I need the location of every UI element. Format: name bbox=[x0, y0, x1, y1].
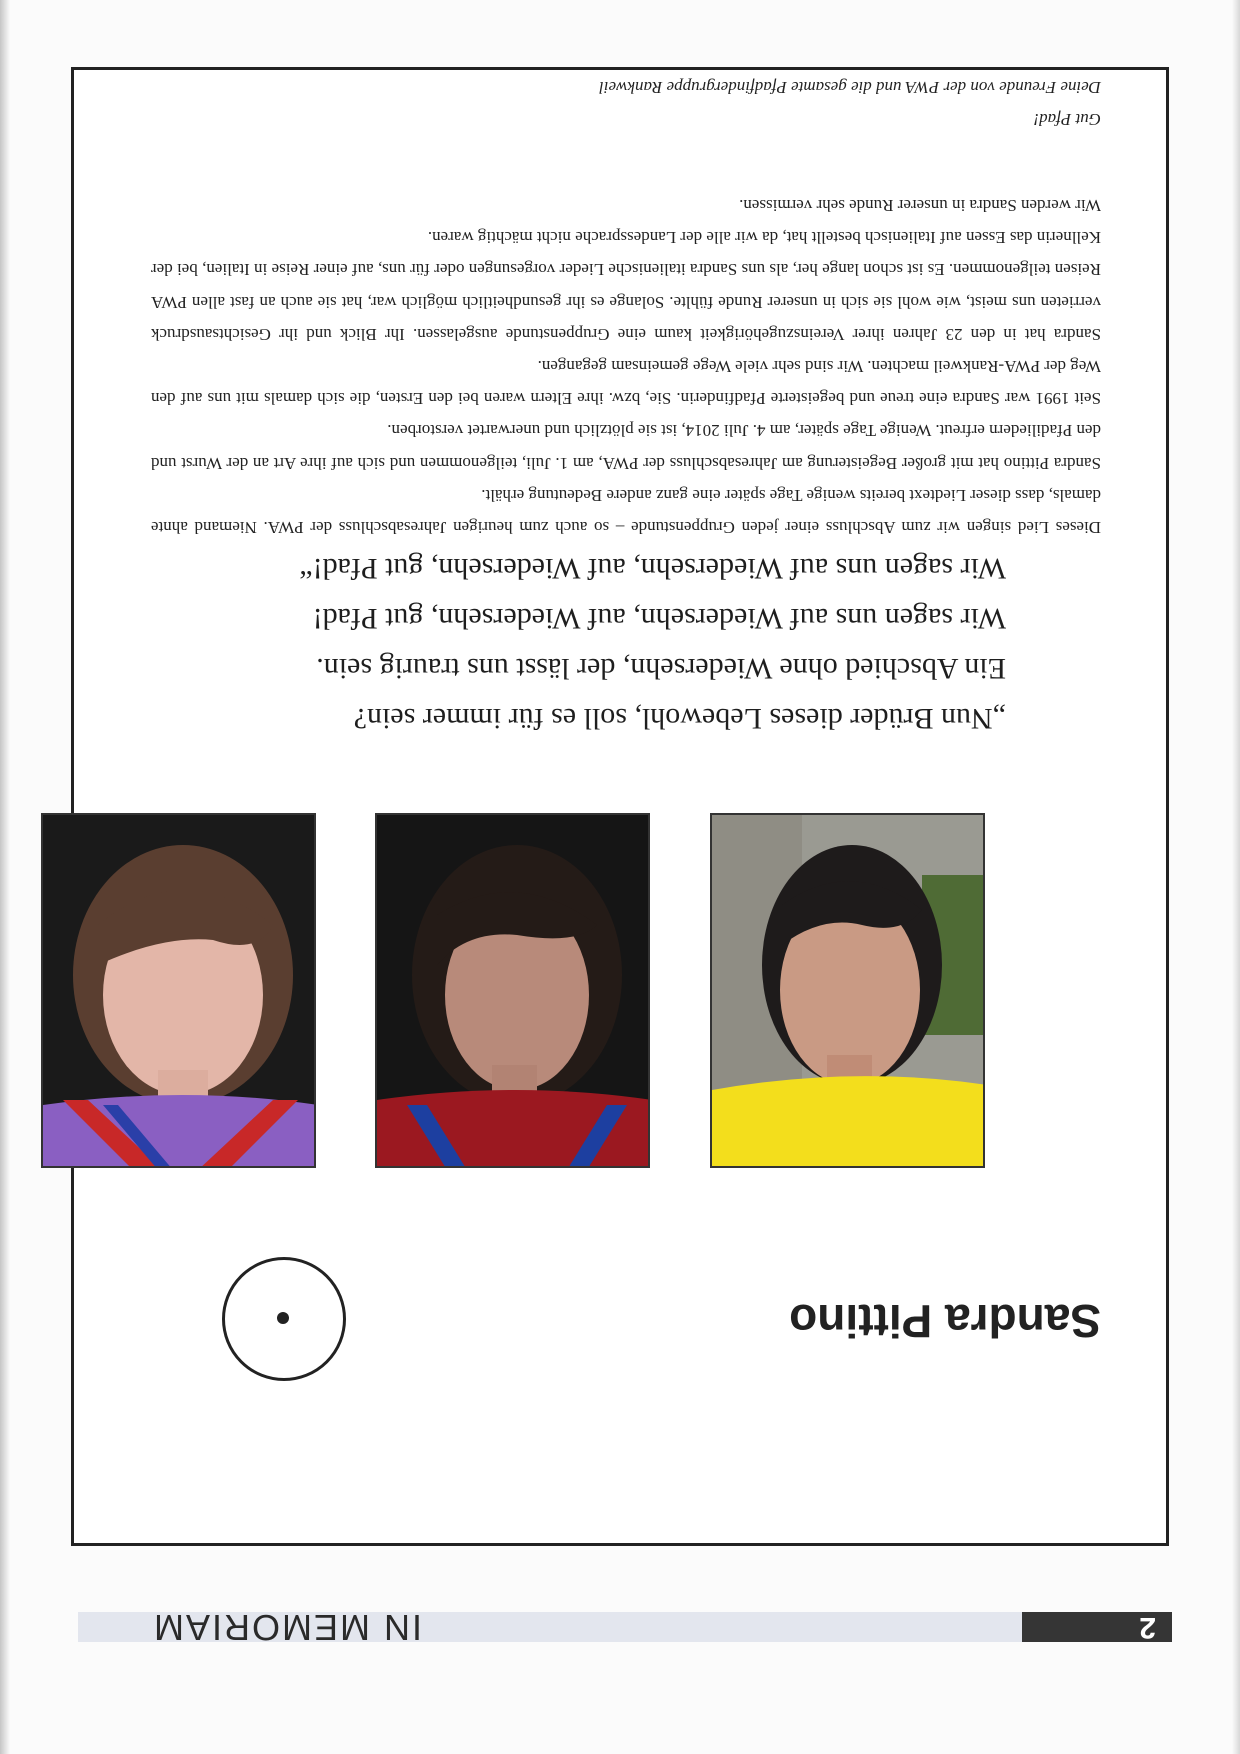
memorial-frame bbox=[71, 67, 1169, 1546]
portrait-photo-icon bbox=[43, 815, 316, 1168]
portrait-photo bbox=[41, 813, 316, 1168]
greeting: Gut Pfad! bbox=[1033, 110, 1101, 129]
portrait-photo-icon bbox=[377, 815, 650, 1168]
scan-edge-shadow bbox=[1232, 0, 1240, 1754]
paragraph: Wir werden Sandra in unserer Runde sehr vermissen. bbox=[739, 195, 1101, 215]
portrait-photo-icon bbox=[712, 815, 985, 1168]
circle-dot-icon bbox=[222, 1257, 346, 1381]
paragraph: Dieses Lied singen wir zum Abschluss einer jeden Gruppenstunde – so auch zum heurigen Jahresabschluss der PWA. Niemand ahnte damals, dass dieser Liedtext bereits wenige Tage später eine ganz andere Bedeutung erhält. bbox=[151, 485, 1101, 537]
lyric-line: Wir sagen uns auf Wiedersehn, auf Wiedersehn, gut Pfad!“ bbox=[299, 552, 1006, 585]
page-number: 2 bbox=[1022, 1612, 1172, 1642]
lyric-line: „Nun Brüder dieses Lebewohl, soll es für immer sein? bbox=[353, 702, 1006, 735]
portrait-photo bbox=[375, 813, 650, 1168]
paragraph: Sandra Pittino hat mit großer Begeisterung am Jahresabschluss der PWA, am 1. Juli, teilgenommen und sich auf ihre Art an der Wurst und den Pfadiliedern erfreut. Wenige Tage später, am 4. Juli 2014, ist sie plötzlich und unerwartet verstorben. bbox=[151, 421, 1101, 473]
scan-edge-shadow bbox=[0, 0, 10, 1754]
lyric-line: Ein Abschied ohne Wiedersehn, der lässt uns traurig sein. bbox=[316, 652, 1006, 685]
paragraph: Sandra hat in den 23 Jahren ihrer Vereinszugehörigkeit kaum eine Gruppenstunde ausgelassen. Ihr Blick und ihr Gesichtsausdruck verrieten uns meist, wie wohl sie sich in unserer Runde fühlte. Solange es ihr gesundheitlich möglich war, hat sie auch an fast allen PWA Reisen teilgenommen. Es ist schon lange her, als uns Sandra italienische Lieder vorgesungen oder für uns, auf einer Reise in Italien, bei der Kellnerin das Essen auf Italienisch bestellt hat, da wir alle der Landessprache nicht mächtig waren. bbox=[151, 228, 1101, 344]
signoff bbox=[151, 71, 1101, 135]
paragraph: Seit 1991 war Sandra eine treue und begeisterte Pfadfinderin. Sie, bzw. ihre Eltern waren bei den Ersten, die sich damals mit uns auf den Weg der PWA-Rankweil machten. Wir sind sehr viele Wege gemeinsam gegangen. bbox=[151, 356, 1101, 409]
song-lyrics bbox=[226, 543, 1006, 743]
person-name: Sandra Pittino bbox=[789, 1295, 1101, 1347]
lyric-line: Wir sagen uns auf Wiedersehn, auf Wiedersehn, gut Pfad! bbox=[312, 602, 1006, 635]
memorial-text bbox=[151, 189, 1101, 543]
section-title: IN MEMORIAM bbox=[152, 1607, 422, 1648]
portrait-photo bbox=[710, 813, 985, 1168]
signature: Deine Freunde von der PWA und die gesamte Pfadfindergruppe Rankweil bbox=[599, 78, 1101, 97]
